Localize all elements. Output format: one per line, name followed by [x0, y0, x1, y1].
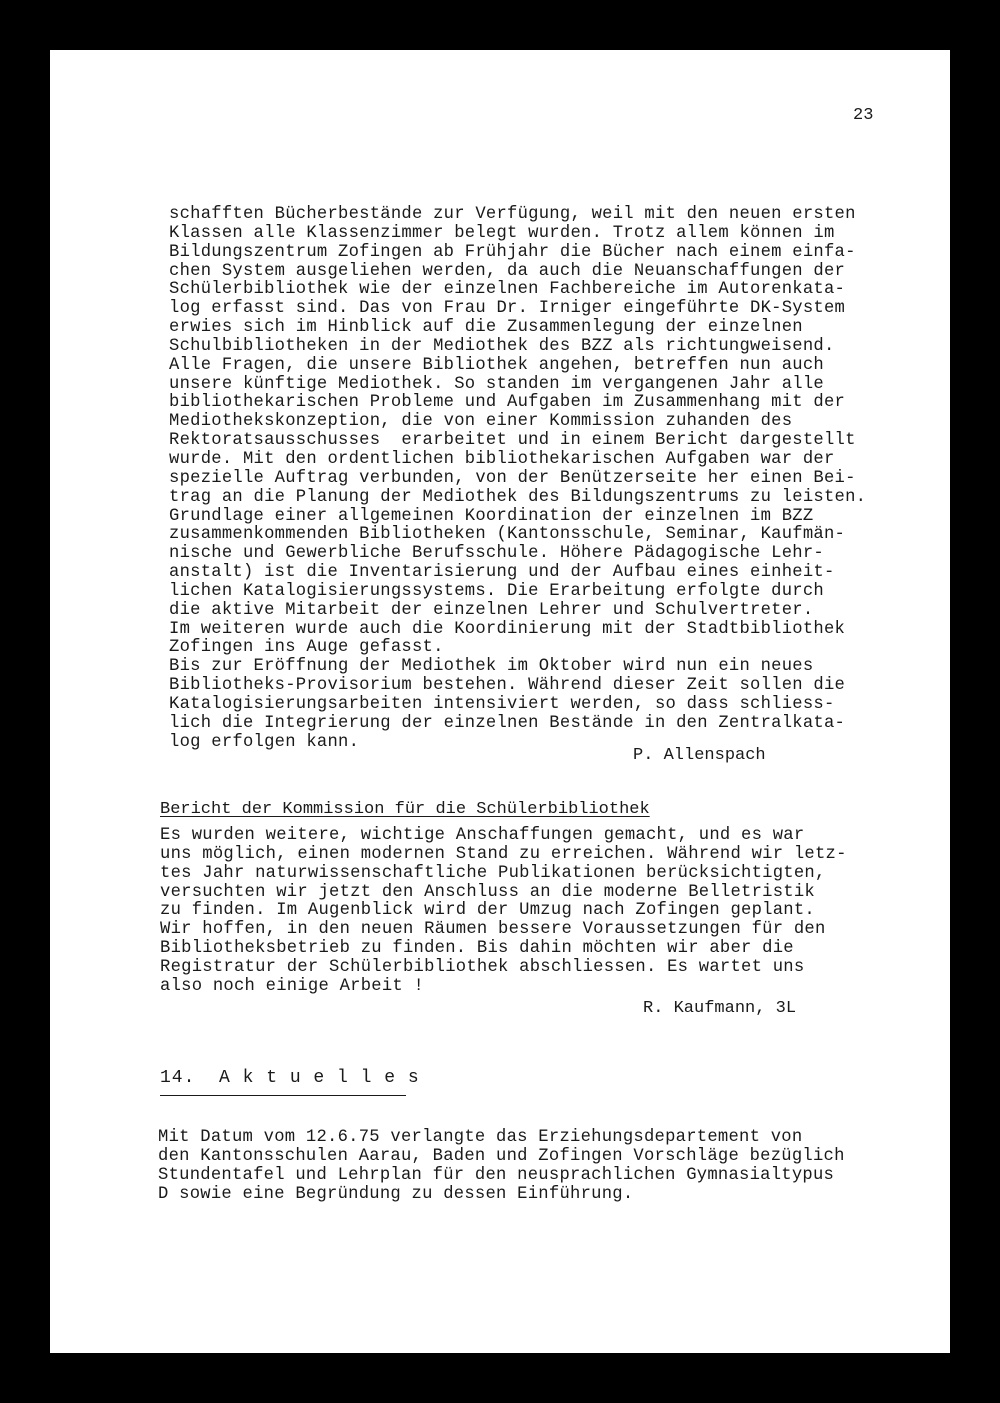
text-line: chen System ausgeliehen werden, da auch die Neuanschaffungen der: [169, 261, 846, 281]
text-line: Klassen alle Klassenzimmer belegt wurden. Trotz allem können im: [169, 223, 835, 243]
signature-allenspach: P. Allenspach: [633, 746, 766, 765]
text-line: Rektoratsausschusses erarbeitet und in einem Bericht dargestellt: [169, 431, 856, 451]
text-line: Katalogisierungsarbeiten intensiviert werden, so dass schliess-: [169, 694, 835, 714]
section-heading-aktuelles: 14. A k t u e l l e s: [160, 1068, 420, 1088]
text-line: den Kantonsschulen Aarau, Baden und Zofingen Vorschläge bezüglich: [158, 1146, 845, 1166]
text-line: bibliothekarischen Probleme und Aufgaben im Zusammenhang mit der: [169, 393, 846, 413]
text-line: nische und Gewerbliche Berufsschule. Höhere Pädagogische Lehr-: [169, 544, 824, 564]
text-line: Bis zur Eröffnung der Mediothek im Oktober wird nun ein neues: [169, 657, 814, 677]
text-line: log erfolgen kann.: [169, 732, 360, 752]
signature-kaufmann: R. Kaufmann, 3L: [643, 999, 797, 1018]
text-line: anstalt) ist die Inventarisierung und der Aufbau eines einheit-: [169, 563, 835, 583]
text-line: erwies sich im Hinblick auf die Zusammenlegung der einzelnen: [169, 318, 803, 338]
text-line: Mit Datum vom 12.6.75 verlangte das Erziehungsdepartement von: [158, 1128, 803, 1147]
text-line: Mediothekskonzeption, die von einer Kommission zuhanden des: [169, 412, 793, 432]
paragraph-mediothek: [169, 206, 866, 752]
commission-report-title: Bericht der Kommission für die Schülerbibliothek: [160, 800, 650, 819]
text-line: trag an die Planung der Mediothek des Bildungszentrums zu leisten.: [169, 487, 867, 507]
text-line: log erfasst sind. Das von Frau Dr. Irniger eingeführte DK-System: [169, 299, 846, 319]
document-page: [50, 50, 950, 1353]
text-line: Stundentafel und Lehrplan für den neusprachlichen Gymnasialtypus: [158, 1165, 835, 1185]
text-line: Grundlage einer allgemeinen Koordination der einzelnen im BZZ: [169, 506, 814, 526]
text-line: Schulbibliotheken in der Mediothek des BZZ als richtungweisend.: [169, 336, 835, 356]
text-line: uns möglich, einen modernen Stand zu erreichen. Während wir letz-: [160, 844, 847, 864]
text-line: die aktive Mitarbeit der einzelnen Lehrer und Schulvertreter.: [169, 600, 814, 620]
text-line: spezielle Auftrag verbunden, von der Benützerseite her einen Bei-: [169, 468, 856, 488]
text-line: schafften Bücherbestände zur Verfügung, weil mit den neuen ersten: [169, 205, 856, 224]
text-line: also noch einige Arbeit !: [160, 976, 425, 996]
text-line: versuchten wir jetzt den Anschluss an die moderne Belletristik: [160, 882, 815, 902]
text-line: Alle Fragen, die unsere Bibliothek angehen, betreffen nun auch: [169, 355, 824, 375]
text-line: unsere künftige Mediothek. So standen im vergangenen Jahr alle: [169, 374, 824, 394]
page-number: 23: [853, 106, 874, 125]
text-line: Es wurden weitere, wichtige Anschaffungen gemacht, und es war: [160, 826, 805, 845]
text-line: wurde. Mit den ordentlichen bibliothekarischen Aufgaben war der: [169, 449, 835, 469]
text-line: Wir hoffen, in den neuen Räumen bessere Voraussetzungen für den: [160, 920, 826, 940]
text-line: Bibliotheks-Provisorium bestehen. Während dieser Zeit sollen die: [169, 676, 846, 696]
section-heading-rule: [160, 1095, 406, 1096]
text-line: zu finden. Im Augenblick wird der Umzug nach Zofingen geplant.: [160, 901, 815, 921]
paragraph-aktuelles: [158, 1129, 845, 1204]
text-line: Bibliotheksbetrieb zu finden. Bis dahin möchten wir aber die: [160, 939, 794, 959]
text-line: zusammenkommenden Bibliotheken (Kantonsschule, Seminar, Kaufmän-: [169, 525, 846, 545]
paragraph-commission-report: [160, 827, 847, 997]
text-line: Registratur der Schülerbibliothek abschliessen. Es wartet uns: [160, 957, 805, 977]
text-line: lich die Integrierung der einzelnen Bestände in den Zentralkata-: [169, 713, 846, 733]
text-line: D sowie eine Begründung zu dessen Einführung.: [158, 1184, 634, 1204]
text-line: Zofingen ins Auge gefasst.: [169, 638, 444, 658]
text-line: lichen Katalogisierungssystems. Die Erarbeitung erfolgte durch: [169, 581, 824, 601]
text-line: tes Jahr naturwissenschaftliche Publikationen berücksichtigten,: [160, 863, 826, 883]
text-line: Im weiteren wurde auch die Koordinierung mit der Stadtbibliothek: [169, 619, 846, 639]
text-line: Bildungszentrum Zofingen ab Frühjahr die Bücher nach einem einfa-: [169, 242, 856, 262]
text-line: Schülerbibliothek wie der einzelnen Fachbereiche im Autorenkata-: [169, 280, 846, 300]
